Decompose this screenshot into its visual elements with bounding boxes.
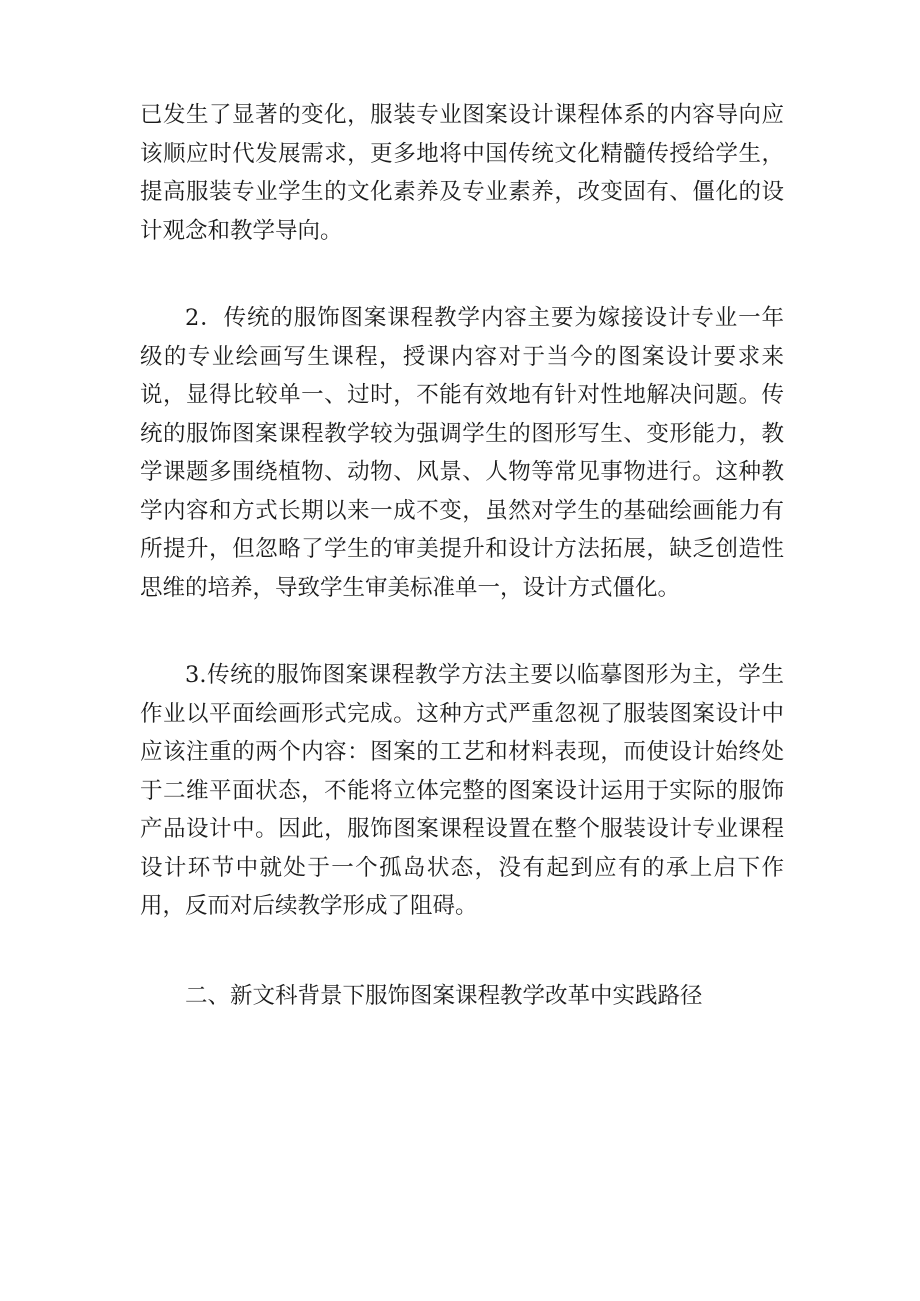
section-heading: 二、新文科背景下服饰图案课程教学改革中实践路径 xyxy=(185,982,703,1009)
paragraph-point-3: 3.传统的服饰图案课程教学方法主要以临摹图形为主，学生作业以平面绘画形式完成。这种方式严重忽视了服装图案设计中应该注重的两个内容：图案的工艺和材料表现，而使设计始终处于二维平面状态，不能将立体完整的图案设计运用于实际的服饰产品设计中。因此，服饰图案课程设置在整个服装设计专业课程设计环节中就处于一个孤岛状态，没有起到应有的承上启下作用，反而对后续教学形成了阻碍。 xyxy=(140,662,784,919)
document-page xyxy=(140,96,784,1015)
paragraph-continuation: 已发生了显著的变化，服装专业图案设计课程体系的内容导向应该顺应时代发展需求，更多地将中国传统文化精髓传授给学生，提高服装专业学生的文化素养及专业素养，改变固有、僵化的设计观念和教学导向。 xyxy=(140,102,784,244)
paragraph-point-2: 2．传统的服饰图案课程教学内容主要为嫁接设计专业一年级的专业绘画写生课程，授课内容对于当今的图案设计要求来说，显得比较单一、过时，不能有效地有针对性地解决问题。传统的服饰图案课程教学较为强调学生的图形写生、变形能力，教学课题多围绕植物、动物、风景、人物等常见事物进行。这种教学内容和方式长期以来一成不变，虽然对学生的基础绘画能力有所提升，但忽略了学生的审美提升和设计方法拓展，缺乏创造性思维的培养，导致学生审美标准单一，设计方式僵化。 xyxy=(140,305,784,601)
